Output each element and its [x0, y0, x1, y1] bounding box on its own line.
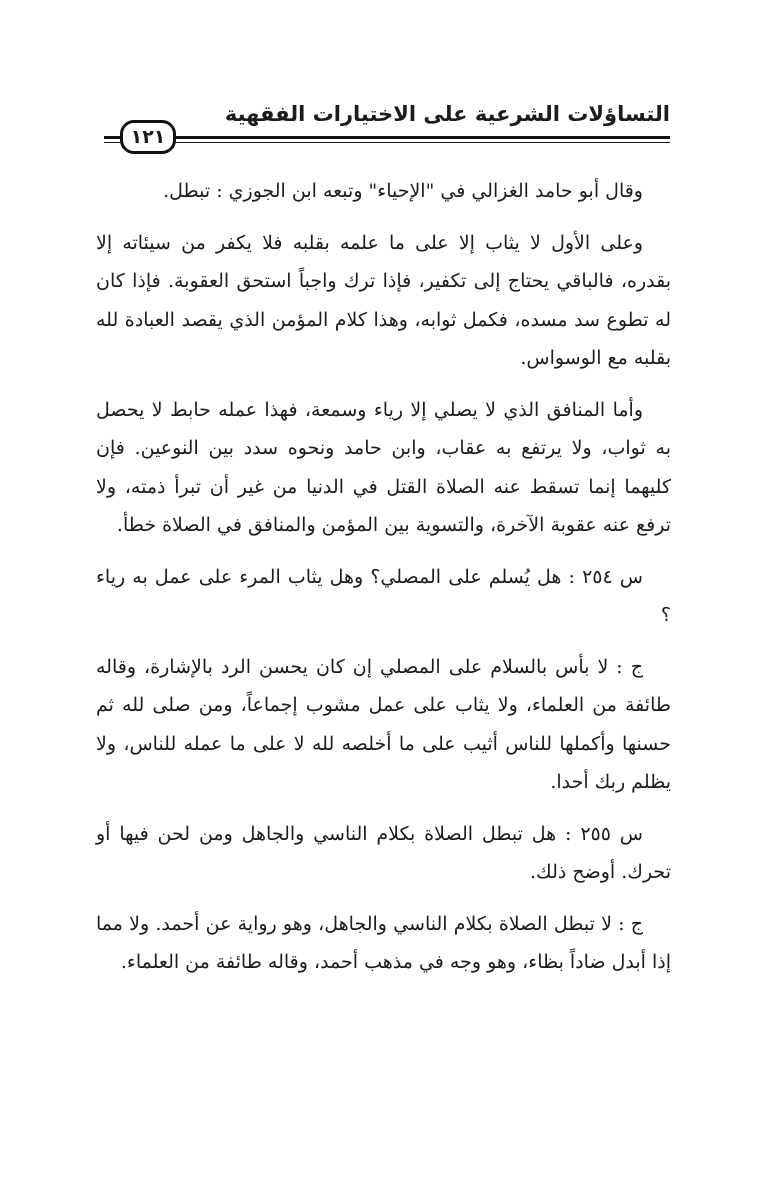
page-header — [104, 100, 670, 158]
paragraph-ghazali-quote: وقال أبو حامد الغزالي في "الإحياء" وتبعه ابن الجوزي : تبطل. — [163, 180, 643, 202]
page-body — [96, 172, 671, 995]
header-rule-thick — [104, 136, 670, 139]
answer-254: ج : لا بأس بالسلام على المصلي إن كان يحسن الرد بالإشارة، وقاله طائفة من العلماء، ولا يثاب على عمل مشوب إجماعاً، ومن صلى لله ثم حسنها وأكملها للناس أثيب على ما أخلصه لله لا على ما عمله للناس، ولا يظلم ربك أحدا. — [96, 655, 671, 793]
answer-255: ج : لا تبطل الصلاة بكلام الناسي والجاهل، وهو رواية عن أحمد. ولا مما إذا أبدل ضاداً بظاء، وهو وجه في مذهب أحمد، وقاله طائفة من العلماء. — [96, 912, 671, 973]
header-rule-thin — [104, 142, 670, 143]
page-number-badge: ١٢١ — [120, 120, 176, 154]
paragraph-hypocrite: وأما المنافق الذي لا يصلي إلا رياء وسمعة، فهذا عمله حابط لا يحصل به ثواب، ولا يرتفع به عقاب، وابن حامد ونحوه سدد بين النوعين. فإن كليهما إنما تسقط عنه الصلاة القتل في الدنيا من غير أن تبرأ ذمته، ولا ترفع عنه عقوبة الآخرة، والتسوية بين المؤمن والمنافق في الصلاة خطأ. — [96, 398, 671, 536]
running-title: التساؤلات الشرعية على الاختيارات الفقهية — [224, 102, 670, 126]
paragraph-first-opinion: وعلى الأول لا يثاب إلا على ما علمه بقلبه فلا يكفر من سيئاته إلا بقدره، فالباقي يحتاج إلى تكفير، فإذا ترك واجباً استحق العقوبة. فإذا كان له تطوع سد مسده، فكمل ثوابه، وهذا كلام المؤمن الذي يقصد العبادة لله بقلبه مع الوسواس. — [96, 231, 671, 369]
question-255: س ٢٥٥ : هل تبطل الصلاة بكلام الناسي والجاهل ومن لحن فيها أو تحرك. أوضح ذلك. — [96, 822, 671, 883]
question-254: س ٢٥٤ : هل يُسلم على المصلي؟ وهل يثاب المرء على عمل به رياء ؟ — [96, 565, 671, 626]
